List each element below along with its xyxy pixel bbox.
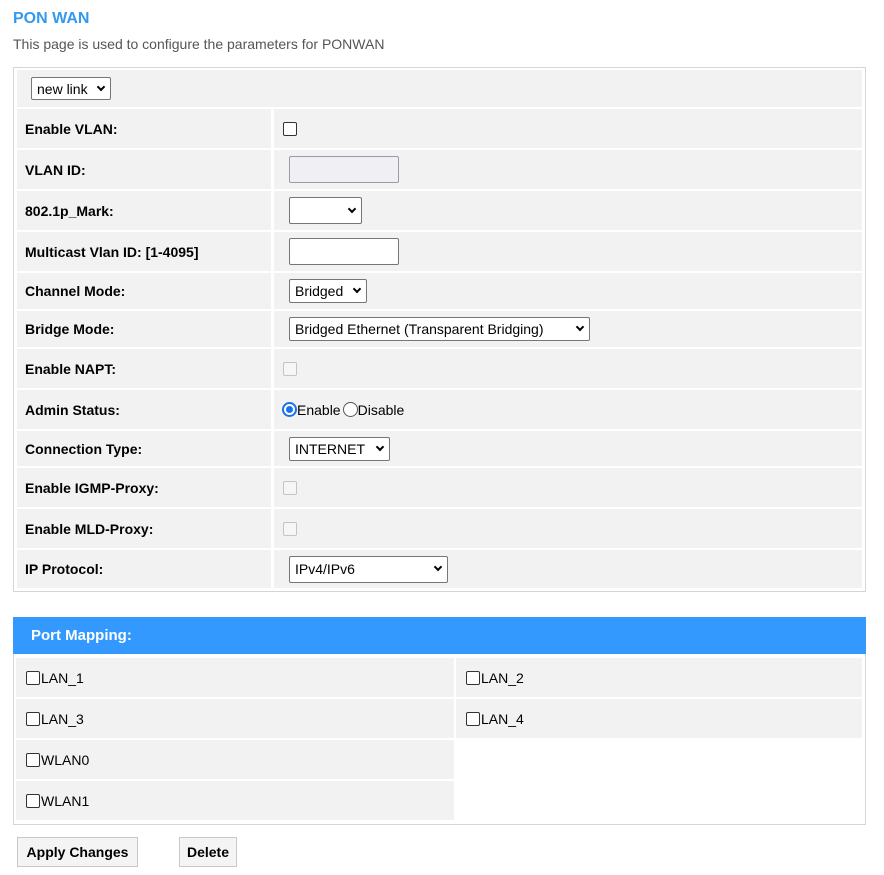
enable-vlan-row [17, 109, 862, 148]
port-mapping-header: Port Mapping: [13, 617, 866, 654]
channel-mode-label: Channel Mode: [17, 273, 271, 309]
igmp-proxy-row [17, 468, 862, 507]
port-lan2-label: LAN_2 [481, 669, 524, 686]
admin-status-label: Admin Status: [17, 390, 271, 429]
port-wlan1-label: WLAN1 [41, 792, 90, 809]
mld-proxy-label: Enable MLD-Proxy: [17, 509, 271, 548]
mld-proxy-checkbox[interactable] [283, 522, 297, 536]
enable-napt-checkbox[interactable] [283, 362, 297, 376]
link-select[interactable] [31, 77, 111, 100]
admin-status-row [17, 390, 862, 429]
multicast-vlan-input[interactable] [289, 238, 399, 265]
port-wlan0-checkbox[interactable] [26, 753, 40, 767]
port-lan1-label: LAN_1 [41, 669, 84, 686]
wan-config-form [13, 67, 866, 592]
connection-type-label: Connection Type: [17, 431, 271, 466]
port-wlan0[interactable] [16, 740, 454, 779]
bridge-mode-select[interactable]: Bridged Ethernet (Transparent Bridging) [289, 317, 590, 341]
multicast-vlan-row [17, 232, 862, 271]
multicast-vlan-label: Multicast Vlan ID: [1-4095] [17, 232, 271, 271]
bridge-mode-label: Bridge Mode: [17, 311, 271, 347]
port-lan3-label: LAN_3 [41, 710, 84, 727]
chevron-down-icon [576, 323, 584, 331]
chevron-down-icon [97, 82, 105, 90]
port-lan4-checkbox[interactable] [466, 712, 480, 726]
enable-napt-row [17, 349, 862, 388]
connection-type-select[interactable]: INTERNET [289, 437, 390, 461]
port-lan2-checkbox[interactable] [466, 671, 480, 685]
link-select-value: new link [37, 80, 88, 97]
port-wlan1-checkbox[interactable] [26, 794, 40, 808]
ip-protocol-select[interactable]: IPv4/IPv6 [289, 556, 448, 583]
vlan-id-label: VLAN ID: [17, 150, 271, 189]
page-title: PON WAN [13, 10, 90, 27]
channel-mode-row [17, 273, 862, 309]
connection-type-row [17, 431, 862, 466]
port-wlan0-label: WLAN0 [41, 751, 90, 768]
port-lan4-label: LAN_4 [481, 710, 524, 727]
bridge-mode-row [17, 311, 862, 347]
igmp-proxy-label: Enable IGMP-Proxy: [17, 468, 271, 507]
ip-protocol-label: IP Protocol: [17, 550, 271, 588]
port-lan1-checkbox[interactable] [26, 671, 40, 685]
admin-status-enable-label: Enable [297, 401, 341, 418]
page-description: This page is used to configure the parameters for PONWAN [13, 36, 385, 52]
port-lan3-checkbox[interactable] [26, 712, 40, 726]
port-mapping-panel [13, 654, 866, 825]
mark-8021p-row [17, 191, 862, 230]
chevron-down-icon [376, 442, 384, 450]
enable-vlan-checkbox[interactable] [283, 122, 297, 136]
apply-changes-button[interactable]: Apply Changes [17, 837, 138, 867]
admin-status-disable-label: Disable [357, 401, 405, 418]
igmp-proxy-checkbox[interactable] [283, 481, 297, 495]
port-lan2[interactable] [456, 658, 862, 697]
vlan-id-input[interactable] [289, 156, 399, 183]
link-select-row [17, 70, 862, 107]
mark-8021p-label: 802.1p_Mark: [17, 191, 271, 230]
port-lan3[interactable] [16, 699, 454, 738]
channel-mode-select[interactable]: Bridged [289, 279, 367, 303]
port-lan4[interactable] [456, 699, 862, 738]
admin-status-disable-radio[interactable] [343, 402, 358, 417]
vlan-id-row [17, 150, 862, 189]
chevron-down-icon [434, 563, 442, 571]
chevron-down-icon [348, 204, 356, 212]
enable-vlan-label: Enable VLAN: [17, 109, 271, 148]
delete-button[interactable]: Delete [179, 837, 237, 867]
port-wlan1[interactable] [16, 781, 454, 820]
chevron-down-icon [353, 285, 361, 293]
ip-protocol-row [17, 550, 862, 588]
mld-proxy-row [17, 509, 862, 548]
port-lan1[interactable] [16, 658, 454, 697]
admin-status-enable-radio[interactable] [282, 402, 297, 417]
mark-8021p-select[interactable] [289, 197, 362, 224]
enable-napt-label: Enable NAPT: [17, 349, 271, 388]
